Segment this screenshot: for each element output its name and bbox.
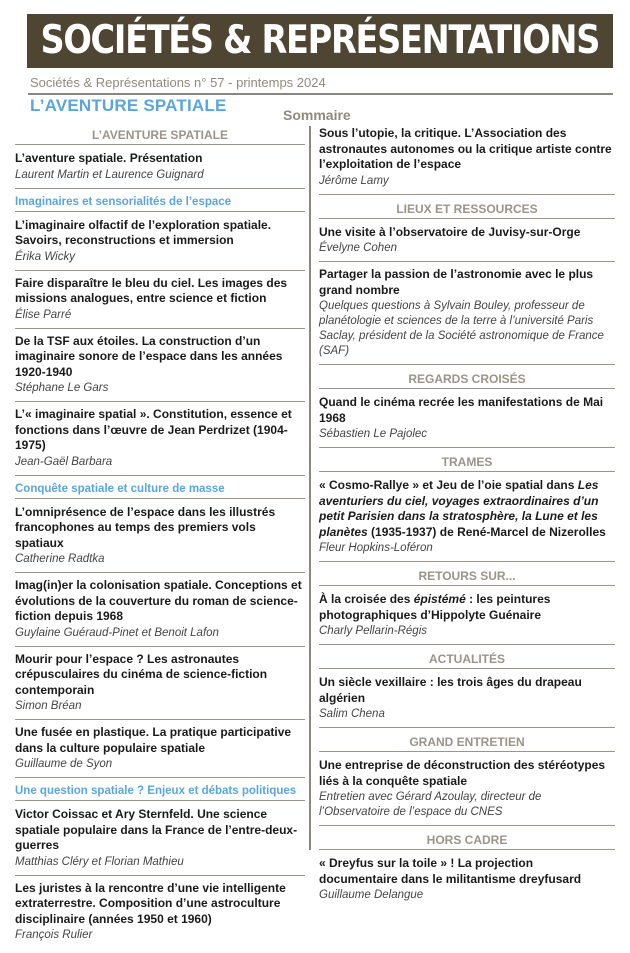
section-heading: REGARDS CROISÉS [319, 370, 615, 389]
article-author: Quelques questions à Sylvain Bouley, professeur de planétologie et sciences de la terre à l’université Paris Saclay, président de la Société astronomique de France (SAF) [319, 300, 604, 357]
article-author: François Rulier [15, 929, 93, 941]
article-author: Entretien avec Gérard Azoulay, directeur de l’Observatoire de l’espace du CNES [319, 791, 542, 818]
section-heading: RETOURS SUR... [319, 567, 615, 586]
toc-entry[interactable] [15, 151, 305, 189]
toc-entry[interactable] [15, 276, 305, 329]
article-author: Guillaume Delangue [319, 889, 424, 901]
article-author: Jean-Gaël Barbara [15, 455, 113, 468]
toc-entry[interactable] [319, 126, 615, 195]
title-part: « Cosmo-Rallye » et Jeu de l’oie spatial dans [319, 478, 578, 492]
article-title [319, 478, 615, 540]
article-author: Fleur Hopkins-Loféron [319, 542, 433, 554]
title-italic-part: Les aventuriers du ciel, voyages extraordinaires d’un petit Parisien dans la stratosphère, la Lune et les planètes [319, 478, 599, 539]
article-title: L’aventure spatiale. Présentation [15, 151, 203, 165]
article-author: Matthias Cléry et Florian Mathieu [15, 855, 184, 868]
article-title: Quand le cinéma recrée les manifestations de Mai 1968 [319, 395, 604, 425]
title-italic-part: épistémé [413, 592, 466, 606]
toc-entry[interactable] [319, 267, 615, 365]
article-title: Sous l’utopie, la critique. L’Association des astronautes autonomes ou la critique artiste contre l’exploitation de l’espace [319, 126, 612, 171]
article-author: Guylaine Guéraud-Pinet et Benoit Lafon [15, 626, 219, 639]
toc-entry[interactable] [15, 652, 305, 721]
section-heading: HORS CADRE [319, 831, 615, 850]
section-heading: TRAMES [319, 453, 615, 472]
article-title: L’omniprésence de l’espace dans les illustrés francophones au temps des premiers vols spatiaux [15, 504, 276, 550]
article-author: Sébastien Le Pajolec [319, 428, 428, 440]
title-part: (1935-1937) de René-Marcel de Nizerolles [367, 524, 606, 539]
article-author: Charly Pellarin-Régis [319, 625, 428, 637]
article-author: Laurent Martin et Laurence Guignard [15, 168, 204, 181]
toc-entry[interactable] [319, 592, 615, 645]
article-title [319, 592, 615, 623]
article-author: Salim Chena [319, 708, 385, 720]
toc-entry[interactable] [15, 407, 305, 476]
toc-entry[interactable] [15, 334, 305, 403]
column-divider [309, 126, 311, 850]
toc-entry[interactable] [15, 505, 305, 574]
article-author: Catherine Radtka [15, 553, 105, 565]
article-author: Érika Wicky [15, 250, 75, 263]
section-heading: LIEUX ET RESSOURCES [319, 200, 615, 219]
article-title: « Dreyfus sur la toile » ! La projection documentaire dans le militantisme dreyfusard [319, 856, 582, 886]
toc-entry[interactable] [15, 218, 305, 271]
title-part: : les peintures photographiques d’Hippolyte Guénaire [319, 592, 551, 622]
toc-entry[interactable] [15, 881, 305, 949]
header-divider [28, 93, 613, 95]
section-heading: ACTUALITÉS [319, 650, 615, 669]
article-title: Faire disparaître le bleu du ciel. Les images des missions analogues, entre science et fiction [15, 275, 288, 305]
article-author: Jérôme Lamy [319, 174, 389, 187]
subsection-heading: Imaginaires et sensorialités de l’espace [15, 194, 305, 212]
article-title: Une entreprise de déconstruction des stéréotypes liés à la conquête spatiale [319, 758, 606, 788]
article-title: Les juristes à la rencontre d’une vie intelligente extraterrestre. Composition d’une astroculture disciplinaire (années 1950 et 1960) [15, 880, 286, 926]
article-title: Imag(in)er la colonisation spatiale. Conceptions et évolutions de la couverture du roman de science-fiction depuis 1968 [15, 578, 302, 623]
article-title: Une visite à l’observatoire de Juvisy-sur-Orge [319, 224, 581, 239]
subsection-heading: Une question spatiale ? Enjeux et débats politiques [15, 783, 305, 801]
article-title: Un siècle vexillaire : les trois âges du drapeau algérien [319, 675, 582, 705]
toc-entry[interactable] [319, 675, 615, 728]
article-author: Stéphane Le Gars [15, 382, 109, 394]
toc-entry[interactable] [319, 758, 615, 826]
article-author: Simon Bréan [15, 700, 82, 712]
article-title: De la TSF aux étoiles. La construction d’un imaginaire sonore de l’espace dans les années 1920-1940 [15, 333, 283, 379]
toc-entry[interactable] [15, 725, 305, 778]
article-title: L’« imaginaire spatial ». Constitution, essence et fonctions dans l’œuvre de Jean Perdrizet (1904-1975) [15, 407, 292, 452]
toc-entry[interactable] [319, 395, 615, 448]
toc-entry[interactable] [319, 478, 615, 562]
toc-entry[interactable] [319, 225, 615, 263]
article-author: Élise Parré [15, 308, 72, 321]
journal-title: SOCIÉTÉS & REPRÉSENTATIONS [40, 18, 600, 63]
article-author: Guillaume de Syon [15, 758, 113, 770]
issue-info: Sociétés & Représentations n° 57 - printemps 2024 [30, 75, 326, 90]
article-title: Victor Coissac et Ary Sternfeld. Une science spatiale populaire dans la France de l’entre-deux-guerres [15, 807, 298, 852]
section-heading: GRAND ENTRETIEN [319, 733, 615, 752]
article-title: Mourir pour l’espace ? Les astronautes crépusculaires du cinéma de science-fiction contemporain [15, 651, 268, 697]
section-heading: L’AVENTURE SPATIALE [15, 126, 305, 145]
toc-right-column [319, 126, 615, 913]
toc-entry[interactable] [15, 807, 305, 876]
article-author: Évelyne Cohen [319, 242, 397, 254]
article-title: L’imaginaire olfactif de l’exploration spatiale. Savoirs, reconstructions et immersion [15, 217, 272, 247]
toc-entry[interactable] [15, 578, 305, 647]
toc-entry[interactable] [319, 856, 615, 908]
dossier-title: L’AVENTURE SPATIALE [30, 96, 227, 115]
title-part: À la croisée des [319, 592, 414, 606]
article-title: Partager la passion de l’astronomie avec le plus grand nombre [319, 267, 594, 297]
subsection-heading: Conquête spatiale et culture de masse [15, 481, 305, 499]
sommaire-heading: Sommaire [283, 107, 351, 123]
article-title: Une fusée en plastique. La pratique participative dans la culture populaire spatiale [15, 725, 292, 755]
masthead-banner [27, 14, 613, 68]
toc-left-column [15, 126, 305, 953]
